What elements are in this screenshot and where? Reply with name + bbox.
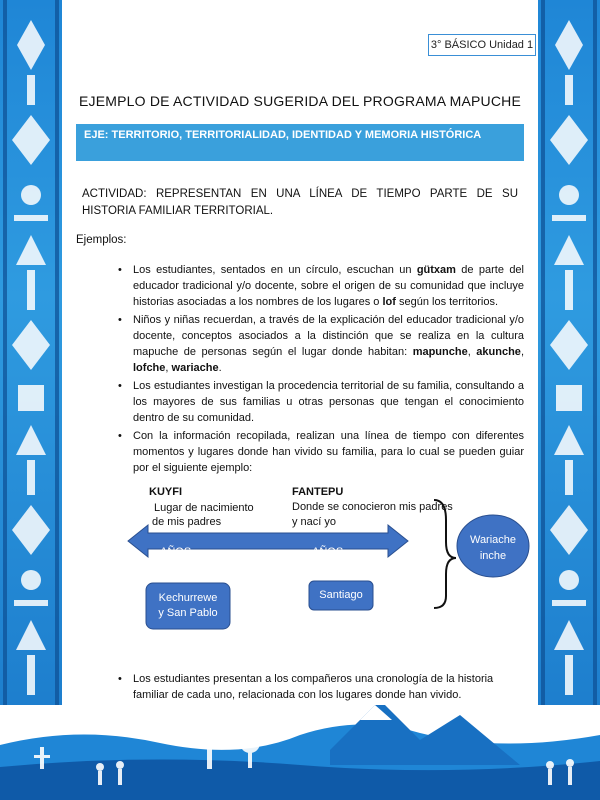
timeline-diagram <box>120 480 540 640</box>
kuyfi-desc-line2: de mis padres <box>152 516 222 528</box>
page-title: EJEMPLO DE ACTIVIDAD SUGERIDA DEL PROGRAMA MAPUCHE <box>78 93 522 109</box>
eje-text: EJE: TERRITORIO, TERRITORIALIDAD, IDENTIDAD Y MEMORIA HISTÓRICA <box>84 129 482 141</box>
anos-label-left: AÑOS <box>160 546 192 558</box>
list-item: • Niños y niñas recuerdan, a través de la explicación del educador tradicional y/o docente, conceptos asociados a la distinción que se realiza en la cultura mapuche de personas según el lugar donde habitan: mapunche, akunche, lofche, wariache. <box>118 314 524 374</box>
eje-banner <box>76 124 524 161</box>
left-decorative-border <box>0 0 62 740</box>
bullet-icon: • <box>118 264 122 276</box>
list-item: • Los estudiantes investigan la procedencia territorial de su familia, consultando a los mayores de sus familias u otras personas que tengan el conocimiento dentro de su comunidad. <box>118 380 524 424</box>
anos-label-right: AÑOS <box>312 546 344 558</box>
bullet-icon: • <box>118 314 122 326</box>
fantepu-label: FANTEPU <box>292 486 344 498</box>
bullet-icon: • <box>118 673 122 685</box>
mapuche-pattern-left <box>0 0 62 740</box>
activity-statement: ACTIVIDAD: REPRESENTAN EN UNA LÍNEA DE TIEMPO PARTE DE SU HISTORIA FAMILIAR TERRITORIAL. <box>82 188 518 217</box>
kuyfi-label: KUYFI <box>149 486 182 498</box>
santiago-text: Santiago <box>319 589 363 601</box>
list-item: • Con la información recopilada, realizan una línea de tiempo con diferentes momentos y lugares donde han vivido su familia, para lo cual se pueden guiar por el siguiente ejemplo: <box>118 430 524 474</box>
right-brace <box>434 500 456 608</box>
mapuche-pattern-right <box>538 0 600 740</box>
fantepu-desc-line1: Donde se conocieron mis padres <box>292 501 453 513</box>
fantepu-desc-line2: y nací yo <box>292 516 337 528</box>
right-decorative-border <box>538 0 600 740</box>
final-list-item: • Los estudiantes presentan a los compañeros una cronología de la historia familiar de cada uno, relacionada con los lugares donde han vivido. <box>118 673 494 701</box>
bullet-icon: • <box>118 380 122 392</box>
examples-list <box>118 262 524 478</box>
wariache-text: Wariache inche <box>469 534 517 562</box>
list-item: • Los estudiantes, sentados en un círculo, escuchan un gütxam de parte del educador tradicional y/o docente, sobre el origen de su comunidad que incluye historias asociadas a los nombres de los lugares o lof según los territorios. <box>118 264 524 308</box>
kuyfi-desc-line1: Lugar de nacimiento <box>154 502 254 514</box>
grade-unit-badge: 3° BÁSICO Unidad 1 <box>428 34 536 56</box>
bullet-icon: • <box>118 430 122 442</box>
kechurrewe-text: Kechurrewe y San Pablo <box>158 592 218 619</box>
examples-label: Ejemplos: <box>76 234 127 246</box>
landscape-footer-illustration <box>0 705 600 800</box>
